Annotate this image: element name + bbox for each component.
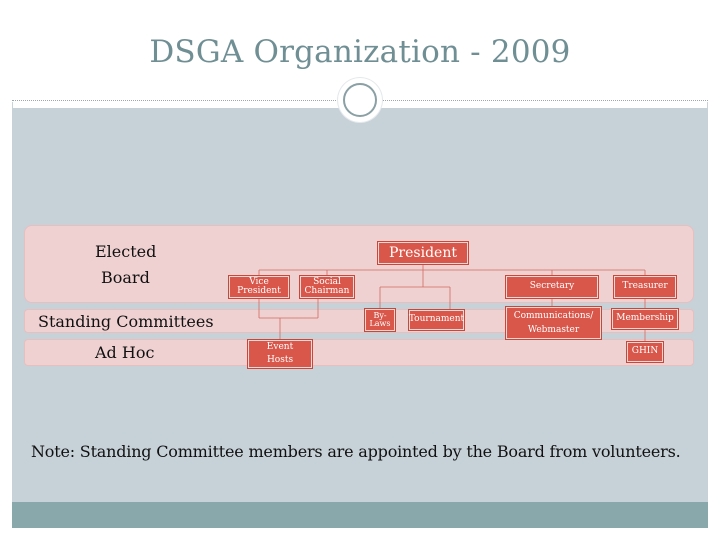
node-bylaws-label-1: By- bbox=[373, 310, 387, 320]
node-tournament-label: Tournament bbox=[408, 314, 465, 325]
node-social-label-1: Social bbox=[313, 276, 341, 287]
node-tournament bbox=[409, 310, 464, 330]
node-president bbox=[378, 242, 468, 264]
node-treasurer-label: Treasurer bbox=[622, 281, 668, 292]
node-ghin-label: GHIN bbox=[631, 346, 659, 357]
node-event-hosts bbox=[248, 340, 312, 368]
node-secretary-label: Secretary bbox=[529, 281, 575, 292]
node-membership bbox=[612, 309, 678, 329]
row-label-ad-hoc: Ad Hoc bbox=[95, 343, 155, 362]
node-by-laws bbox=[365, 309, 395, 331]
slide-title: DSGA Organization - 2009 bbox=[149, 34, 571, 70]
node-president-label: President bbox=[389, 244, 457, 261]
row-label-standing-committees: Standing Committees bbox=[38, 312, 214, 331]
node-vp-label-2: President bbox=[237, 286, 281, 296]
node-secretary bbox=[506, 276, 598, 298]
row-label-board: Board bbox=[101, 268, 150, 287]
node-social-label-2: Chairman bbox=[304, 286, 350, 296]
node-ghin bbox=[627, 342, 663, 362]
node-bylaws-label-2: Laws bbox=[369, 319, 391, 328]
node-vp-label-1: Vice bbox=[249, 276, 269, 287]
node-event-label-1: Event bbox=[266, 342, 294, 353]
node-event-label-2: Hosts bbox=[266, 355, 294, 365]
node-social-chairman bbox=[300, 276, 354, 298]
row-label-elected: Elected bbox=[95, 242, 157, 261]
slide-note: Note: Standing Committee members are appointed by the Board from volunteers. bbox=[31, 442, 681, 461]
node-vice-president bbox=[229, 276, 289, 298]
node-comms-label-2: Webmaster bbox=[527, 325, 580, 335]
node-comms-label-1: Communications/ bbox=[513, 310, 594, 321]
node-treasurer bbox=[614, 276, 676, 298]
node-membership-label: Membership bbox=[616, 313, 674, 324]
node-communications-webmaster bbox=[506, 307, 601, 339]
